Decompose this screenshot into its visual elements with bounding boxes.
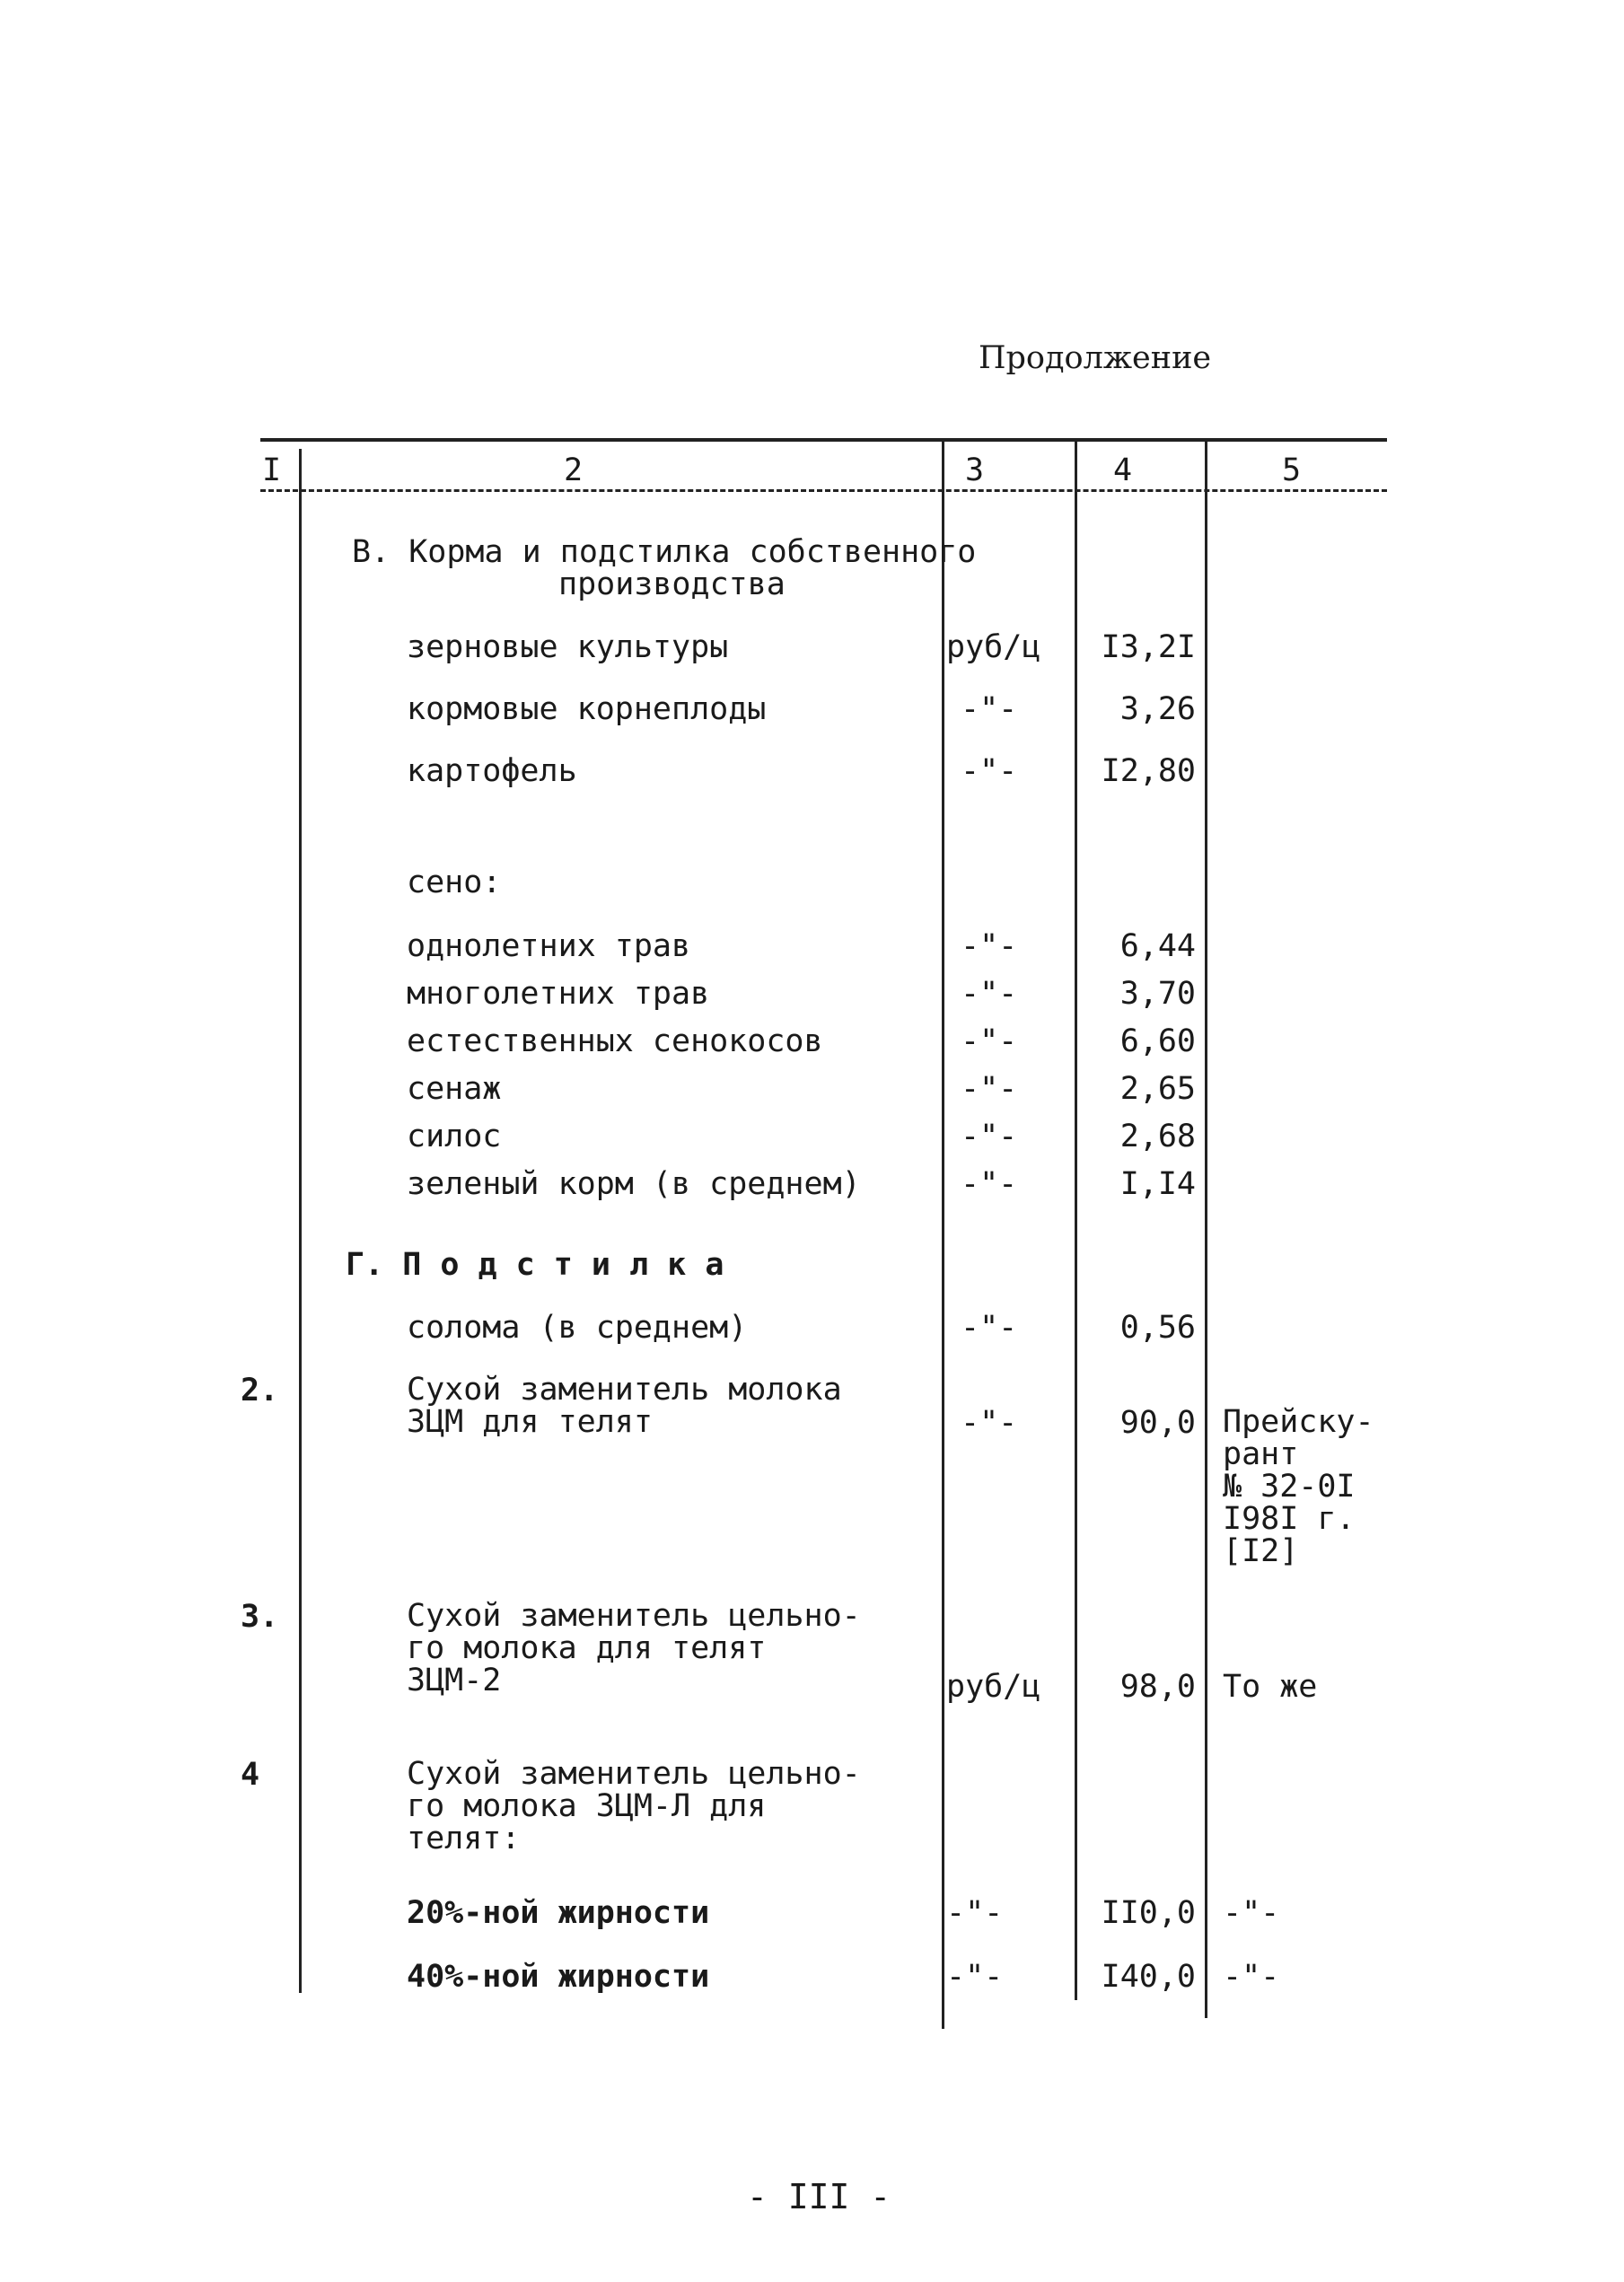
section-g-title: Г. П о д с т и л к а bbox=[346, 1247, 724, 1283]
header-dashed-rule bbox=[260, 489, 1387, 492]
row-unit: -"- bbox=[961, 753, 1018, 789]
item-source-line: № 32-0I bbox=[1223, 1469, 1356, 1505]
fat-row-name: 20%-ной жирности bbox=[407, 1895, 710, 1931]
item-source bbox=[1223, 1406, 1374, 1567]
fat-row-value: II0,0 bbox=[1101, 1895, 1196, 1931]
row-name: многолетних трав bbox=[407, 976, 710, 1012]
row-value: 2,68 bbox=[1119, 1119, 1196, 1154]
item-unit: руб/ц bbox=[946, 1669, 1041, 1705]
item-name-line: Сухой заменитель цельно- bbox=[407, 1598, 861, 1634]
row-value: 3,70 bbox=[1119, 976, 1196, 1012]
row-name: естественных сенокосов bbox=[407, 1023, 823, 1059]
row-unit: -"- bbox=[961, 928, 1018, 964]
page-number: - III - bbox=[747, 2177, 891, 2216]
fat-row-unit: -"- bbox=[946, 1959, 1004, 1995]
item-name-line: го молока ЗЦМ-Л для bbox=[407, 1788, 767, 1824]
header-col-4: 4 bbox=[1113, 452, 1133, 488]
hay-label: сено: bbox=[407, 865, 502, 900]
row-unit: руб/ц bbox=[946, 629, 1041, 665]
column-divider-2 bbox=[942, 438, 944, 2029]
fat-row-source: -"- bbox=[1223, 1895, 1280, 1931]
item-source: То же bbox=[1223, 1669, 1318, 1705]
row-unit: -"- bbox=[961, 1023, 1018, 1059]
item-name bbox=[407, 1600, 861, 1697]
row-unit: -"- bbox=[961, 976, 1018, 1012]
item-name-line: Сухой заменитель молока bbox=[407, 1372, 842, 1408]
row-value: I3,2I bbox=[1101, 629, 1196, 665]
item-name bbox=[407, 1758, 861, 1855]
header-col-1: I bbox=[262, 452, 282, 488]
header-col-3: 3 bbox=[965, 452, 985, 488]
row-name: зеленый корм (в среднем) bbox=[407, 1166, 861, 1202]
item-name-line: телят: bbox=[407, 1821, 521, 1856]
item-number: 4 bbox=[241, 1757, 260, 1793]
section-v-title: В. Корма и подстилка собственного bbox=[352, 534, 977, 570]
item-source-line: рант bbox=[1223, 1436, 1299, 1472]
item-number: 2. bbox=[241, 1373, 279, 1409]
item-value: 98,0 bbox=[1119, 1669, 1196, 1705]
item-name-line: го молока для телят bbox=[407, 1630, 767, 1666]
row-value: 6,60 bbox=[1119, 1023, 1196, 1059]
row-name: картофель bbox=[407, 753, 577, 789]
row-unit: -"- bbox=[961, 1166, 1018, 1202]
row-name: кормовые корнеплоды bbox=[407, 691, 767, 727]
section-v-title-cont: производства bbox=[558, 566, 786, 602]
header-col-5: 5 bbox=[1282, 452, 1302, 488]
row-value: I2,80 bbox=[1101, 753, 1196, 789]
row-name: зерновые культуры bbox=[407, 629, 729, 665]
item-value: 90,0 bbox=[1119, 1405, 1196, 1441]
fat-row-unit: -"- bbox=[946, 1895, 1004, 1931]
row-value: 0,56 bbox=[1119, 1310, 1196, 1346]
column-divider-3 bbox=[1075, 438, 1077, 2000]
item-name-line: ЗЦМ для телят bbox=[407, 1404, 653, 1440]
fat-row-value: I40,0 bbox=[1101, 1959, 1196, 1995]
row-unit: -"- bbox=[961, 691, 1018, 727]
table-top-rule bbox=[260, 438, 1387, 442]
row-value: I,I4 bbox=[1119, 1166, 1196, 1202]
row-unit: -"- bbox=[961, 1119, 1018, 1154]
item-source-line: [I2] bbox=[1223, 1533, 1299, 1569]
row-name: сенаж bbox=[407, 1071, 502, 1107]
item-name-line: ЗЦМ-2 bbox=[407, 1663, 502, 1698]
item-source-line: I98I г. bbox=[1223, 1501, 1356, 1537]
row-unit: -"- bbox=[961, 1310, 1018, 1346]
row-value: 2,65 bbox=[1119, 1071, 1196, 1107]
row-name: однолетних трав bbox=[407, 928, 691, 964]
fat-row-source: -"- bbox=[1223, 1959, 1280, 1995]
column-divider-4 bbox=[1205, 438, 1207, 2018]
item-source-line: Прейску- bbox=[1223, 1404, 1374, 1440]
row-unit: -"- bbox=[961, 1071, 1018, 1107]
row-name: силос bbox=[407, 1119, 502, 1154]
item-number: 3. bbox=[241, 1599, 279, 1635]
fat-row-name: 40%-ной жирности bbox=[407, 1959, 710, 1995]
row-value: 3,26 bbox=[1119, 691, 1196, 727]
column-divider-1 bbox=[299, 449, 302, 1993]
continuation-label: Продолжение bbox=[979, 340, 1212, 376]
row-name: солома (в среднем) bbox=[407, 1310, 748, 1346]
item-unit: -"- bbox=[961, 1405, 1018, 1441]
item-name bbox=[407, 1374, 842, 1438]
row-value: 6,44 bbox=[1119, 928, 1196, 964]
header-col-2: 2 bbox=[564, 452, 584, 488]
item-name-line: Сухой заменитель цельно- bbox=[407, 1756, 861, 1792]
